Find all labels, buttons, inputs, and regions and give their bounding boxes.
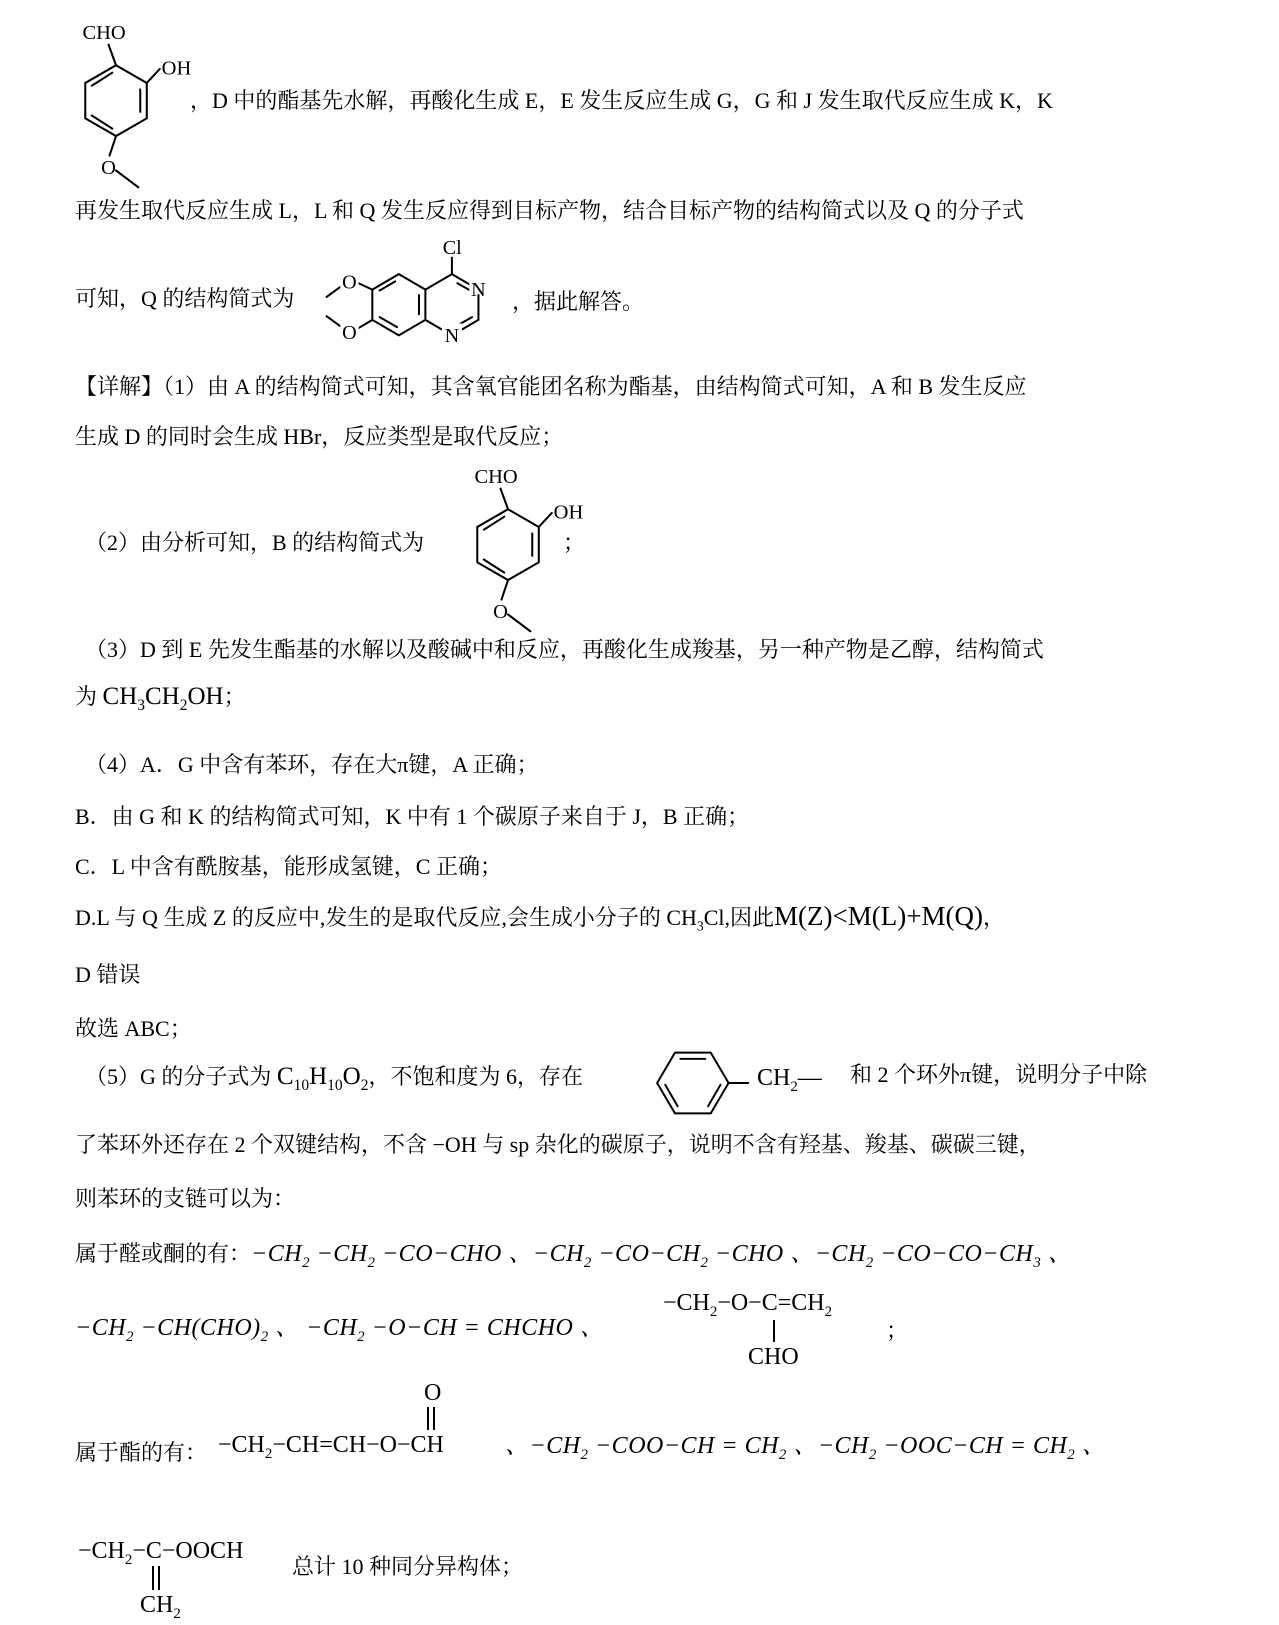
s2-row: $-CH_2-CH=CH-O-CH$ xyxy=(218,1432,444,1462)
benzyl-ch2-label: $CH_2—$ xyxy=(757,1065,822,1095)
benzene-bonds xyxy=(657,1053,748,1114)
structure-chloro-dimethoxy-quinazoline xyxy=(322,230,537,363)
detail-p3-line2: 为 $CH_3CH_2OH$； xyxy=(75,683,246,714)
detail-p3-line1: （3）D 到 E 先发生酯基的水解以及酸碱中和反应，再酸化生成羧基，另一种产物是乙醇，结构简式 xyxy=(85,637,1044,662)
structure-hydroxy-methoxy-benzaldehyde-top xyxy=(60,14,200,191)
benzene-ring-bonds xyxy=(85,45,160,188)
s3-row1: $-CH_2-C-OOCH$ xyxy=(78,1538,244,1568)
detail-p4-wrong: D 错误 xyxy=(75,962,141,987)
detail-p4-option-a: （4）A．G 中含有苯环，存在大π键，A 正确； xyxy=(85,752,539,777)
detail-p4-option-c: C．L 中含有酰胺基，能形成氢键，C 正确； xyxy=(75,854,502,879)
detail-p1-line1: 【详解】（1）由 A 的结构简式可知，其含氧官能团名称为酯基，由结构简式可知，A 和 B 发生反应 xyxy=(75,374,1027,399)
aldehyde-ketone-row1: 属于醛或酮的有：$-CH_2 -CH_2 -CO-CHO$ 、$-CH_2 -CO-CH_2 -CHO$ 、$-CH_2 -CO-CO-CH_3$ 、 xyxy=(75,1241,1073,1271)
aldehyde-formulas-1: $-CH_2 -CH_2 -CO-CHO$ 、$-CH_2 -CO-CH_2 -CHO$ 、$-CH_2 -CO-CO-CH_3$ 、 xyxy=(251,1241,1073,1271)
s2-double-bond xyxy=(427,1407,435,1430)
n1-label: N xyxy=(471,279,486,302)
detail-p5-line1-start: （5）G 的分子式为 $C_{10}H_{10}O_2$，不饱和度为 6，存在 xyxy=(85,1063,583,1094)
ester-formulas: 、$-CH_2 -COO-CH = CH_2$ 、$-CH_2 -OOC-CH = CH_2$ 、 xyxy=(505,1433,1107,1463)
methoxy-o2-label: O xyxy=(342,322,357,345)
detail-p2-prefix: （2）由分析可知，B 的结构简式为 xyxy=(85,530,425,555)
structure-isopropenyl-ester-isomer xyxy=(78,1538,278,1624)
s1-single-bond xyxy=(773,1320,775,1342)
isomer-total: 总计 10 种同分异构体； xyxy=(292,1554,524,1579)
detail-p4-option-d: D.L 与 Q 生成 Z 的反应中,发生的是取代反应,会生成小分子的 $CH_3Cl$,因此M(Z)<M(L)+M(Q)， xyxy=(75,901,1005,934)
intro-line3-suffix: ，据此解答。 xyxy=(512,289,645,314)
ester-label: 属于酯的有： xyxy=(75,1440,208,1465)
aldehyde-formulas-2: $-CH_2 -CH(CHO)_2$ 、 $-CH_2 -O-CH$ = CHCHO 、 xyxy=(75,1315,605,1345)
intro-line2: 再发生取代反应生成 L，L 和 Q 发生反应得到目标产物，结合目标产物的结构简式以及 Q 的分子式 xyxy=(75,198,1024,223)
cho-label: CHO xyxy=(474,466,518,489)
aldehyde-list-end: ； xyxy=(886,1318,909,1343)
benzene-ring-bonds xyxy=(477,489,552,632)
ethanol-formula: $CH_3CH_2OH$ xyxy=(102,683,224,714)
methoxy-o1-label: O xyxy=(342,271,357,294)
n2-label: N xyxy=(444,324,460,347)
detail-p5-line1-end: 和 2 个环外π键，说明分子中除 xyxy=(850,1062,1148,1087)
detail-p4-answer: 故选 ABC； xyxy=(75,1016,192,1041)
s1-row1: $-CH_2-O-C=CH_2$ xyxy=(663,1290,833,1320)
g-molecular-formula: $C_{10}H_{10}O_2$ xyxy=(276,1063,369,1094)
methoxy-o-label: O xyxy=(493,601,508,624)
methoxy-o-label: O xyxy=(101,157,116,180)
s2-o-label: O xyxy=(424,1380,442,1406)
cl-label: Cl xyxy=(442,236,462,259)
structure-formate-ester-isomer xyxy=(218,1380,468,1462)
structure-benzene-ring xyxy=(650,1040,750,1126)
intro-line3-prefix: 可知，Q 的结构简式为 xyxy=(75,286,295,311)
s3-double-bond xyxy=(152,1566,160,1590)
oh-label: OH xyxy=(161,57,192,80)
intro-line1: ，D 中的酯基先水解，再酸化生成 E，E 发生反应生成 G，G 和 J 发生取代反应生成 K，K xyxy=(190,88,1053,113)
detail-p1-line2: 生成 D 的同时会生成 HBr，反应类型是取代反应； xyxy=(75,424,564,449)
detail-p5-line3: 则苯环的支链可以为： xyxy=(75,1186,296,1211)
detail-p4-option-b: B．由 G 和 K 的结构简式可知，K 中有 1 个碳原子来自于 J，B 正确； xyxy=(75,804,750,829)
s1-cho-label: CHO xyxy=(748,1344,799,1370)
chloromethane-formula: $CH_3Cl$ xyxy=(666,905,725,934)
oh-label: OH xyxy=(553,501,584,524)
detail-p5-line2: 了苯环外还存在 2 个双键结构，不含 −OH 与 sp 杂化的碳原子，说明不含有羟基、羧基、碳碳三键， xyxy=(75,1132,1041,1157)
structure-enol-ether-isomer xyxy=(663,1290,863,1372)
s3-ch2-label: $CH_2$ xyxy=(140,1592,181,1622)
detail-p2-suffix: ； xyxy=(563,530,586,555)
molar-mass-inequality: M(Z)<M(L)+M(Q) xyxy=(774,901,983,931)
cho-label: CHO xyxy=(82,22,126,45)
